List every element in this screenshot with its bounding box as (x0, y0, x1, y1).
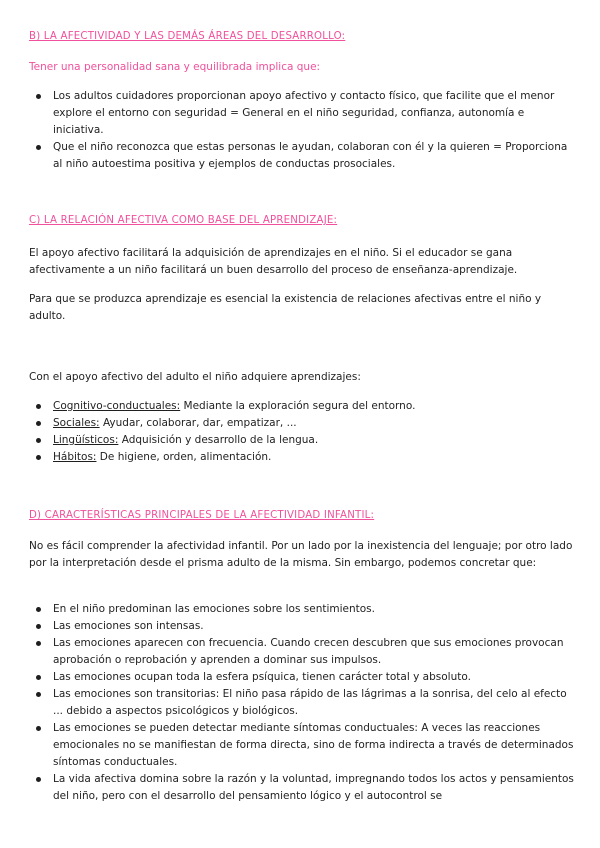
section-d-heading: D) CARACTERÍSTICAS PRINCIPALES DE LA AFECTIVIDAD INFANTIL: (29, 510, 375, 521)
list-item-text: Mediante la exploración segura del entorno. (180, 400, 416, 412)
bullet-icon (36, 641, 41, 646)
list-item-term: Cognitivo-conductuales: (53, 400, 181, 412)
bullet-icon (36, 404, 41, 409)
list-item (29, 771, 576, 805)
list-item-term: Hábitos: (53, 451, 97, 463)
list-item-text: Ayudar, colaborar, dar, empatizar, ... (99, 417, 297, 429)
list-item-text: La vida afectiva domina sobre la razón y la voluntad, impregnando todos los actos y pensamientos del niño, pero con el desarrollo del pensamiento lógico y el autocontrol se (53, 773, 574, 802)
list-item (29, 449, 576, 466)
section-c-heading: C) LA RELACIÓN AFECTIVA COMO BASE DEL APRENDIZAJE: (29, 215, 338, 226)
section-c-paragraph-3: Con el apoyo afectivo del adulto el niño adquiere aprendizajes: (29, 371, 361, 383)
list-item-term: Lingüísticos: (53, 434, 119, 446)
list-item (29, 432, 576, 449)
list-item-text: Las emociones son transitorias: El niño pasa rápido de las lágrimas a la sonrisa, del celo al efecto ... debido a aspectos psicológicos y biológicos. (53, 688, 567, 717)
list-item-text: Que el niño reconozca que estas personas le ayudan, colaboran con él y la quieren = Proporciona al niño autoestima positiva y ejemplos de conductas prosociales. (53, 141, 568, 170)
section-b-heading: B) LA AFECTIVIDAD Y LAS DEMÁS ÁREAS DEL DESARROLLO: (29, 31, 346, 42)
bullet-icon (36, 94, 41, 99)
bullet-icon (36, 675, 41, 680)
list-item (29, 618, 576, 635)
bullet-icon (36, 624, 41, 629)
bullet-icon (36, 455, 41, 460)
bullet-icon (36, 145, 41, 150)
bullet-icon (36, 421, 41, 426)
section-d-intro: No es fácil comprender la afectividad infantil. Por un lado por la inexistencia del lenguaje; por otro lado por la interpretación desde el prisma adulto de la misma. Sin embargo, podemos concretar que: (29, 540, 573, 569)
list-item-text: Adquisición y desarrollo de la lengua. (118, 434, 319, 446)
section-c-list (29, 398, 576, 466)
list-item (29, 686, 576, 720)
bullet-icon (36, 438, 41, 443)
list-item-text: Las emociones son intensas. (53, 620, 204, 632)
list-item (29, 398, 576, 415)
list-item (29, 139, 576, 173)
section-b-list (29, 88, 576, 173)
list-item-text: Los adultos cuidadores proporcionan apoyo afectivo y contacto físico, que facilite que el menor explore el entorno con seguridad = General en el niño seguridad, confianza, autonomía e iniciativa. (53, 90, 555, 136)
list-item-text: Las emociones aparecen con frecuencia. Cuando crecen descubren que sus emociones provocan aprobación o reprobación y aprenden a dominar sus impulsos. (53, 637, 564, 666)
section-d-list (29, 601, 576, 805)
section-c-paragraph-2: Para que se produzca aprendizaje es esencial la existencia de relaciones afectivas entre el niño y adulto. (29, 293, 542, 322)
list-item (29, 415, 576, 432)
section-b-intro: Tener una personalidad sana y equilibrada implica que: (29, 61, 321, 73)
bullet-icon (36, 777, 41, 782)
list-item-text: Las emociones se pueden detectar mediante síntomas conductuales: A veces las reacciones emocionales no se manifiestan de forma directa, sino de forma indirecta a través de determinados síntomas conductuales. (53, 722, 574, 768)
section-c-paragraph-1: El apoyo afectivo facilitará la adquisición de aprendizajes en el niño. Si el educador se gana afectivamente a un niño facilitará un buen desarrollo del proceso de enseñanza-aprendizaje. (29, 247, 518, 276)
list-item (29, 635, 576, 669)
bullet-icon (36, 607, 41, 612)
list-item (29, 88, 576, 139)
list-item (29, 720, 576, 771)
list-item-text: En el niño predominan las emociones sobre los sentimientos. (53, 603, 375, 615)
list-item-text: De higiene, orden, alimentación. (96, 451, 272, 463)
list-item (29, 601, 576, 618)
bullet-icon (36, 692, 41, 697)
bullet-icon (36, 726, 41, 731)
list-item (29, 669, 576, 686)
list-item-term: Sociales: (53, 417, 100, 429)
list-item-text: Las emociones ocupan toda la esfera psíquica, tienen carácter total y absoluto. (53, 671, 471, 683)
